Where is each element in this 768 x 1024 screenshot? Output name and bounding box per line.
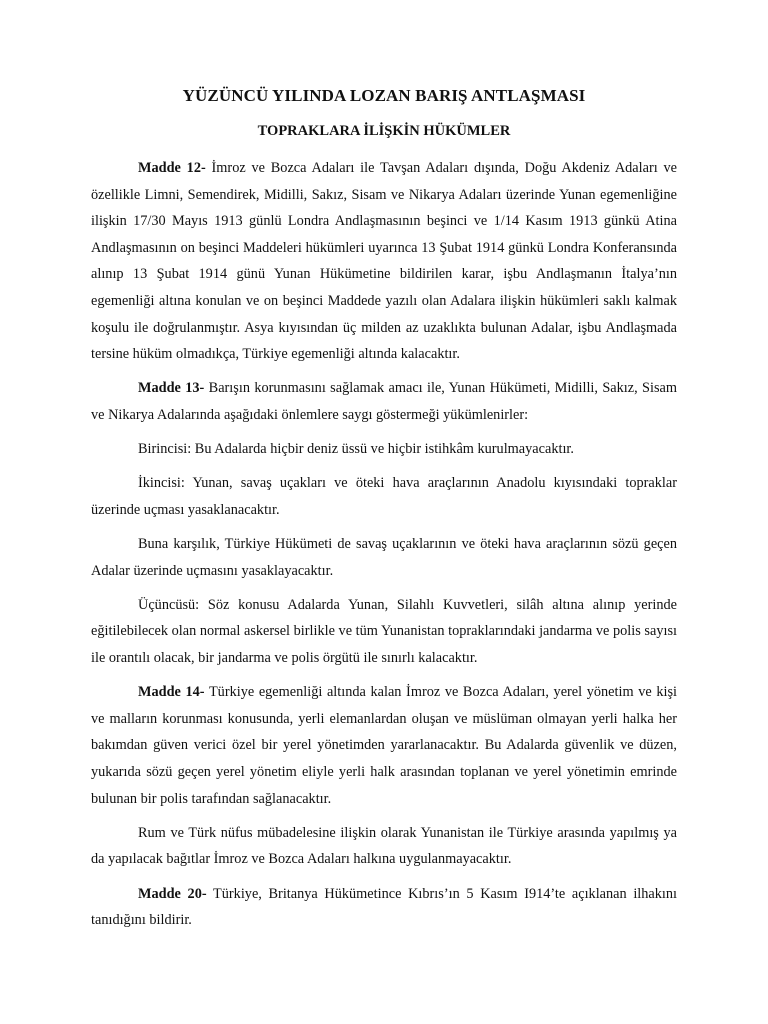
paragraph-birincisi xyxy=(91,436,677,463)
paragraph-text: Buna karşılık, Türkiye Hükümeti de savaş uçaklarının ve öteki hava araçlarının sözü geçen Adalar üzerinde uçmasını yasaklayacaktır. xyxy=(91,536,677,579)
paragraph-mubadele xyxy=(91,820,677,873)
paragraph-text: Türkiye egemenliği altında kalan İmroz ve Bozca Adaları, yerel yönetim ve kişi ve malların korunması konusunda, yerli elemanlardan oluşan ve müslüman olmayan yerli halka her bakımdan güven verici özel bir yerel yönetimden yararlanacaktır. Bu Adalarda güvenlik ve düzen, yukarıda sözü geçen yerel yönetim eliyle yerli halk arasından toplanan ve yerel yönetimin emrinde bulunan bir polis tarafından sağlanacaktır. xyxy=(91,684,677,807)
article-label: Madde 12- xyxy=(138,160,206,176)
document-title: YÜZÜNCÜ YILINDA LOZAN BARIŞ ANTLAŞMASI xyxy=(182,86,586,105)
paragraph-text: Birincisi: Bu Adalarda hiçbir deniz üssü ve hiçbir istihkâm kurulmayacaktır. xyxy=(138,441,574,458)
section-heading: TOPRAKLARA İLİŞKİN HÜKÜMLER xyxy=(257,123,511,139)
paragraph-madde-14 xyxy=(91,679,677,812)
paragraph-text: İmroz ve Bozca Adaları ile Tavşan Adaları dışında, Doğu Akdeniz Adaları ve özellikle Limni, Semendirek, Midilli, Sakız, Sisam ve Nikarya Adaları üzerinde Yunan egemenliğine ilişkin 17/30 Mayıs 1913 günlü Londra Andlaşmasının beşinci ve 1/14 Kasım 1913 günkü Atina Andlaşmasının on beşinci Maddeleri hükümleri uyarınca 13 Şubat 1914 günkü Londra Konferansında alınıp 13 Şubat 1914 günü Yunan Hükümetine bildirilen karar, işbu Andlaşmanın İtalya’nın egemenliği altına konulan ve on beşinci Maddede yazılı olan Adalara ilişkin hükümleri saklı kalmak koşulu ile doğrulanmıştır. Asya kıyısından üç milden az uzaklıkta bulunan Adalar, işbu Andlaşmada tersine hüküm olmadıkça, Türkiye egemenliği altında kalacaktır. xyxy=(91,160,677,363)
paragraph-text: Üçüncüsü: Söz konusu Adalarda Yunan, Silahlı Kuvvetleri, silâh altına alınıp yerinde eğitilebilecek olan normal askersel birlikle ve tüm Yunanistan topraklarındaki jandarma ve polis sayısı ile orantılı olacak, bir jandarma ve polis örgütü ile sınırlı kalacaktır. xyxy=(91,596,677,667)
paragraph-madde-20 xyxy=(91,881,677,934)
paragraph-text: İkincisi: Yunan, savaş uçakları ve öteki hava araçlarının Anadolu kıyısındaki topraklar üzerinde uçması yasaklanacaktır. xyxy=(91,475,677,518)
paragraph-text: Türkiye, Britanya Hükümetince Kıbrıs’ın 5 Kasım I914’te açıklanan ilhakını tanıdığını bildirir. xyxy=(91,885,677,929)
paragraph-text: Rum ve Türk nüfus mübadelesine ilişkin olarak Yunanistan ile Türkiye arasında yapılmış ya da yapılacak bağıtlar İmroz ve Bozca Adaları halkına uygulanmayacaktır. xyxy=(91,824,677,868)
paragraph-madde-13 xyxy=(91,375,677,428)
article-label: Madde 20- xyxy=(138,885,207,902)
paragraph-buna-karsilik xyxy=(91,531,677,584)
paragraph-text: Barışın korunmasını sağlamak amacı ile, Yunan Hükümeti, Midilli, Sakız, Sisam ve Nikarya Adalarında aşağıdaki önlemlere saygı göstermeği yükümlenirler: xyxy=(91,380,677,423)
paragraph-ikincisi xyxy=(91,470,677,523)
paragraph-ucuncusu xyxy=(91,592,677,672)
paragraph-madde-12 xyxy=(91,155,677,368)
document-body xyxy=(91,155,677,941)
article-label: Madde 14- xyxy=(138,684,205,701)
article-label: Madde 13- xyxy=(138,380,205,397)
